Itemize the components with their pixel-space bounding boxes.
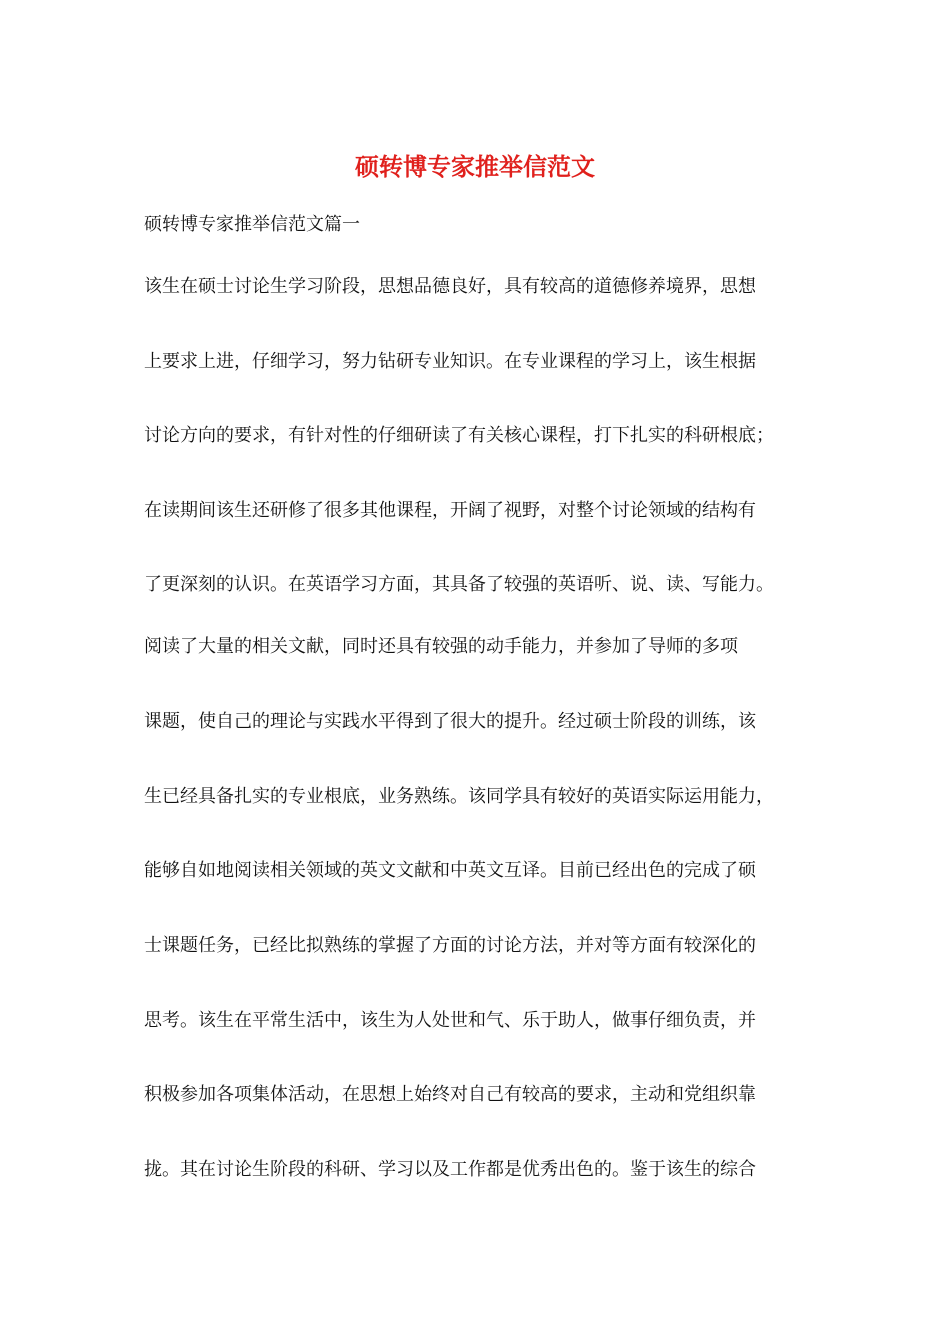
body-line: 上要求上进，仔细学习，努力钻研专业知识。在专业课程的学习上，该生根据 [144, 351, 756, 372]
body-line: 拢。其在讨论生阶段的科研、学习以及工作都是优秀出色的。鉴于该生的综合 [144, 1159, 756, 1180]
body-line: 在读期间该生还研修了很多其他课程，开阔了视野，对整个讨论领域的结构有 [144, 500, 756, 521]
section-heading: 硕转博专家推举信范文篇一 [144, 214, 360, 235]
body-line: 阅读了大量的相关文献，同时还具有较强的动手能力，并参加了导师的多项 [144, 636, 738, 657]
body-line: 该生在硕士讨论生学习阶段，思想品德良好，具有较高的道德修养境界，思想 [144, 276, 756, 297]
body-line: 思考。该生在平常生活中，该生为人处世和气、乐于助人，做事仔细负责，并 [144, 1010, 756, 1031]
body-line: 能够自如地阅读相关领域的英文文献和中英文互译。目前已经出色的完成了硕 [144, 860, 756, 881]
body-line: 了更深刻的认识。在英语学习方面，其具备了较强的英语听、说、读、写能力。 [144, 574, 774, 595]
document-title: 硕转博专家推举信范文 [355, 152, 595, 181]
body-line: 课题，使自己的理论与实践水平得到了很大的提升。经过硕士阶段的训练，该 [144, 711, 756, 732]
body-line: 士课题任务，已经比拟熟练的掌握了方面的讨论方法，并对等方面有较深化的 [144, 935, 756, 956]
body-line: 积极参加各项集体活动，在思想上始终对自己有较高的要求，主动和党组织靠 [144, 1084, 756, 1105]
body-line: 生已经具备扎实的专业根底，业务熟练。该同学具有较好的英语实际运用能力， [144, 786, 774, 807]
body-line: 讨论方向的要求，有针对性的仔细研读了有关核心课程，打下扎实的科研根底； [144, 425, 774, 446]
